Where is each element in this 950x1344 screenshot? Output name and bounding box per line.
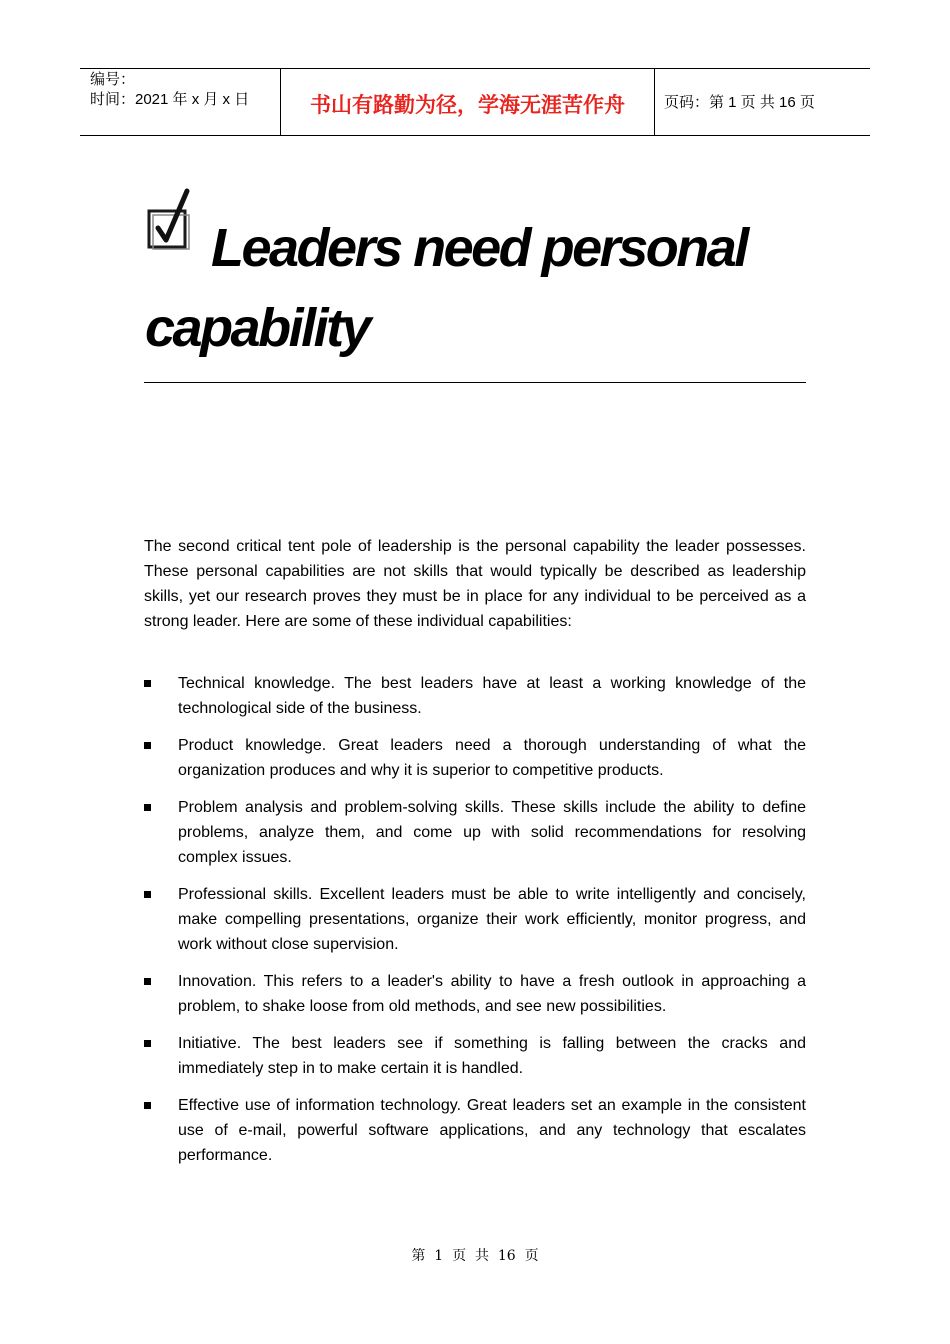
- list-item-text: Professional skills. Excellent leaders must be able to write intelligently and concisely, make compelling presentations, organize their work efficiently, monitor progress, and work without close supervision.: [178, 886, 806, 953]
- list-item-text: Initiative. The best leaders see if something is falling between the cracks and immediately step in to make certain it is handled.: [178, 1035, 806, 1077]
- list-item: [144, 1031, 806, 1081]
- page-footer: 第 1 页 共 16 页: [411, 1248, 539, 1264]
- page-title: Leaders need personal capability: [145, 218, 747, 358]
- page-header: [80, 68, 870, 136]
- bullet-square-icon: [144, 804, 151, 811]
- header-page-info: 页码：第 1 页 共 16 页: [664, 94, 815, 111]
- list-item: [144, 733, 806, 783]
- header-motto-cell: [281, 69, 655, 135]
- bullet-square-icon: [144, 1040, 151, 1047]
- document-number-label: 编号：: [90, 71, 136, 88]
- header-meta-cell: [80, 69, 281, 135]
- bullet-square-icon: [144, 680, 151, 687]
- title-divider: [144, 382, 806, 383]
- bullet-square-icon: [144, 1102, 151, 1109]
- bullet-square-icon: [144, 742, 151, 749]
- bullet-square-icon: [144, 978, 151, 985]
- list-item-text: Problem analysis and problem-solving skills. These skills include the ability to define problems, analyze them, and come up with solid recommendations for resolving complex issues.: [178, 799, 806, 866]
- header-motto: 书山有路勤为径，学海无涯苦作舟: [310, 93, 625, 117]
- capabilities-list: [144, 671, 806, 1180]
- list-item-text: Effective use of information technology. Great leaders set an example in the consistent use of e-mail, powerful software applications, and any technology that escalates performance.: [178, 1097, 806, 1164]
- list-item-text: Technical knowledge. The best leaders have at least a working knowledge of the technological side of the business.: [178, 675, 806, 717]
- document-time-label: 时间：2021 年 x 月 x 日: [90, 91, 250, 108]
- list-item: [144, 1093, 806, 1168]
- list-item: [144, 671, 806, 721]
- list-item: [144, 882, 806, 957]
- bullet-square-icon: [144, 891, 151, 898]
- list-item-text: Innovation. This refers to a leader's ability to have a fresh outlook in approaching a problem, to shake loose from old methods, and see new possibilities.: [178, 973, 806, 1015]
- header-page-cell: [655, 69, 870, 135]
- list-item-text: Product knowledge. Great leaders need a thorough understanding of what the organization produces and why it is superior to competitive products.: [178, 737, 806, 779]
- intro-paragraph: The second critical tent pole of leadership is the personal capability the leader possesses. These personal capabilities are not skills that would typically be described as leadership skills, yet our research proves they must be in place for any individual to be perceived as a strong leader. Here are some of these individual capabilities:: [144, 538, 806, 630]
- list-item: [144, 969, 806, 1019]
- list-item: [144, 795, 806, 870]
